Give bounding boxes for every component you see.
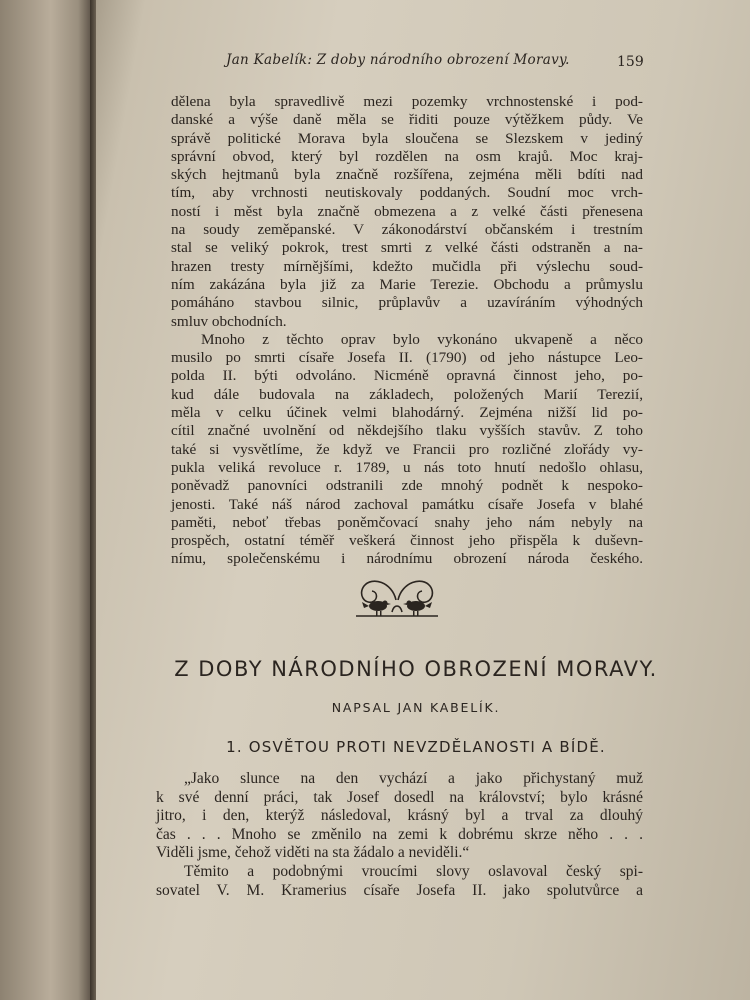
text-line: také si vysvětlíme, že když ve Francii pro rozličné zlořády vy-	[171, 440, 643, 458]
text-line: čas . . . Mnoho se změnilo na zemi k dobrému skrze něho . . .	[156, 825, 643, 843]
text-line: stal se veliký pokrok, trest smrti z velké části odstraněn a na-	[171, 239, 643, 257]
text-line: cítil značné uvolnění od někdejšího tlaku vyšších stavův. Z toho	[171, 422, 643, 440]
text-line: ských hejtmanů byla značně rozšířena, zejména měli bdíti nad	[171, 166, 643, 184]
paragraph-2	[171, 331, 643, 569]
text-line: paměti, neboť třebas poněmčovací snahy jeho nám nebyly na	[171, 513, 643, 531]
text-line: danské a výše daně měla se řiditi pouze výtěžkem půdy. Ve	[171, 111, 643, 129]
chapter-heading: 1. OSVĚTOU PROTI NEVZDĚLANOSTI A BÍDĚ.	[226, 738, 606, 756]
body-text-bottom	[156, 770, 643, 900]
text-line: jenosti. Také náš národ zachoval památku císaře Josefa v blahé	[171, 495, 643, 513]
text-line: ním zakázána byla již za Marie Terezie. Obchodu a průmyslu	[171, 275, 643, 293]
text-line: smluv obchodních.	[171, 312, 287, 330]
text-line: musilo po smrti císaře Josefa II. (1790) od jeho nástupce Leo-	[171, 349, 643, 367]
paragraph-3	[156, 770, 643, 863]
previous-page-edge	[0, 0, 92, 1000]
text-line: Mnoho z těchto oprav bylo vykonáno ukvapeně a něco	[201, 330, 643, 348]
text-line: jitro, i den, kterýž následoval, krásný byl a trval za dlouhý	[156, 807, 643, 825]
text-line: „Jako slunce na den vychází a jako přichystaný muž	[184, 770, 643, 787]
book-page	[96, 0, 750, 1000]
text-line: k své denní práci, tak Josef dosedl na království; bylo krásné	[156, 788, 643, 806]
section-title: Z DOBY NÁRODNÍHO OBROZENÍ MORAVY.	[174, 657, 658, 681]
text-line: měla v celku účinek velmi blahodárný. Zejména nižší lid po-	[171, 404, 643, 422]
paragraph-4	[156, 863, 643, 900]
text-line: tím, aby vrchnosti neutiskovaly poddaných. Soudní moc vrch-	[171, 184, 643, 202]
text-line: na soudy zeměpanské. V zákonodárství občanském i trestním	[171, 221, 643, 239]
text-line: Těmito a podobnými vroucími slovy oslavoval český spi-	[184, 862, 643, 880]
text-line: nímu, společenskému i národnímu obrození národa českého.	[171, 550, 643, 568]
page-number: 159	[617, 54, 644, 70]
text-line: prospěch, ostatní téměř veškerá činnost jeho přispěla k duševn-	[171, 532, 643, 550]
text-line: pukla veliká revoluce r. 1789, u nás toto hnutí nedošlo ohlasu,	[171, 458, 643, 476]
running-head: Jan Kabelík: Z doby národního obrození Moravy.	[226, 52, 570, 68]
text-line: poněvadž panovníci odstranili zde mnohý podnět k nespoko-	[171, 477, 643, 495]
text-line: správě politické Morava byla sloučena se Slezskem v jediný	[171, 129, 643, 147]
text-line: polda II. býti odvoláno. Nicméně opravná činnost jeho, po-	[171, 367, 643, 385]
text-line: hrazen tresty mírnějšími, kdežto mučidla při výslechu soud-	[171, 257, 643, 275]
text-line: ností i měst byla značně obmezena a z velké části přenesena	[171, 202, 643, 220]
text-line: dělena byla spravedlivě mezi pozemky vrchnostenské i pod-	[171, 93, 643, 110]
paragraph-1	[171, 93, 643, 331]
twin-birds-vignette-icon	[352, 572, 442, 622]
text-line: pomáháno stavbou silnic, průplavův a uzavíráním výhodných	[171, 294, 643, 312]
author-line: NAPSAL JAN KABELÍK.	[331, 700, 501, 715]
text-line: Viděli jsme, čehož viděti na sta žádalo a neviděli.“	[156, 844, 470, 862]
text-line: sovatel V. M. Kramerius císaře Josefa II. jako spolutvůrce a	[156, 881, 643, 899]
body-text-top	[171, 93, 643, 569]
text-line: správní obvod, který byl rozdělen na osm krajů. Moc kraj-	[171, 147, 643, 165]
text-line: kud dále budovala na základech, položených Marií Terezií,	[171, 385, 643, 403]
